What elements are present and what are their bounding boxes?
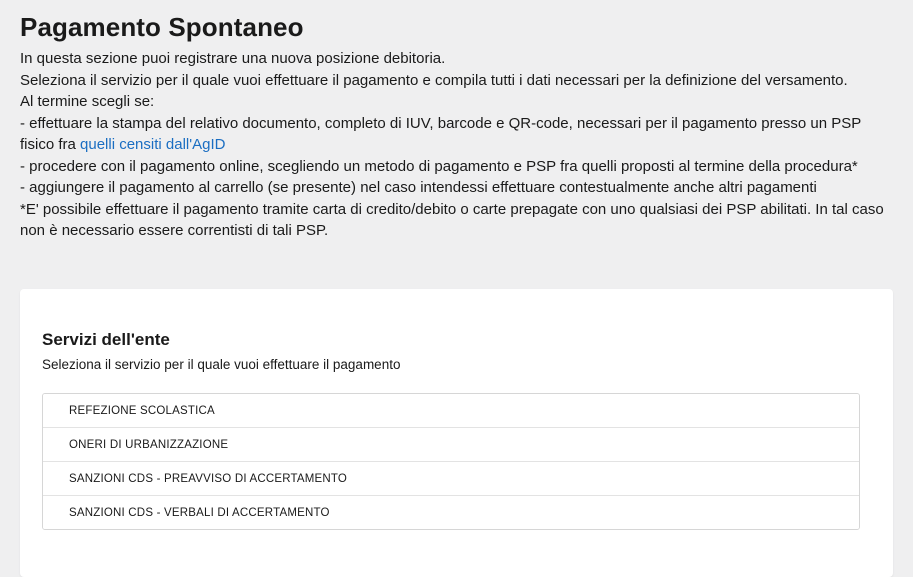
- list-item[interactable]: REFEZIONE SCOLASTICA: [43, 394, 859, 428]
- intro-line-3: Al termine scegli se:: [20, 93, 155, 110]
- intro-line-7: *E' possibile effettuare il pagamento tramite carta di credito/debito o carte prepagate con uno qualsiasi dei PSP abilitati. In tal caso non è necessario essere correntisti di tali PSP.: [20, 200, 884, 239]
- list-item[interactable]: SANZIONI CDS - VERBALI DI ACCERTAMENTO: [43, 496, 859, 529]
- intro-line-6: - aggiungere il pagamento al carrello (se presente) nel caso intendessi effettuare contestualmente anche altri pagamenti: [20, 179, 817, 196]
- intro-line-2: Seleziona il servizio per il quale vuoi effettuare il pagamento e compila tutti i dati necessari per la definizione del versamento.: [20, 71, 848, 89]
- page-title: Pagamento Spontaneo: [20, 12, 304, 42]
- services-card: [20, 289, 893, 577]
- intro-line-1: In questa sezione puoi registrare una nuova posizione debitoria.: [20, 50, 446, 67]
- intro-text-block: [20, 48, 893, 242]
- list-item[interactable]: SANZIONI CDS - PREAVVISO DI ACCERTAMENTO: [43, 462, 859, 496]
- list-item[interactable]: ONERI DI URBANIZZAZIONE: [43, 428, 859, 462]
- intro-line-5: - procedere con il pagamento online, scegliendo un metodo di pagamento e PSP fra quelli proposti al termine della procedura*: [20, 157, 858, 175]
- agid-psp-link[interactable]: quelli censiti dall'AgID: [80, 136, 226, 153]
- services-card-subtitle: Seleziona il servizio per il quale vuoi effettuare il pagamento: [42, 357, 401, 372]
- intro-line-4: [20, 113, 893, 156]
- intro-line-4-text: - effettuare la stampa del relativo documento, completo di IUV, barcode e QR-code, necessari per il pagamento presso un PSP fisico fra: [20, 114, 862, 153]
- service-list: [42, 393, 860, 530]
- services-card-title: Servizi dell'ente: [42, 330, 170, 349]
